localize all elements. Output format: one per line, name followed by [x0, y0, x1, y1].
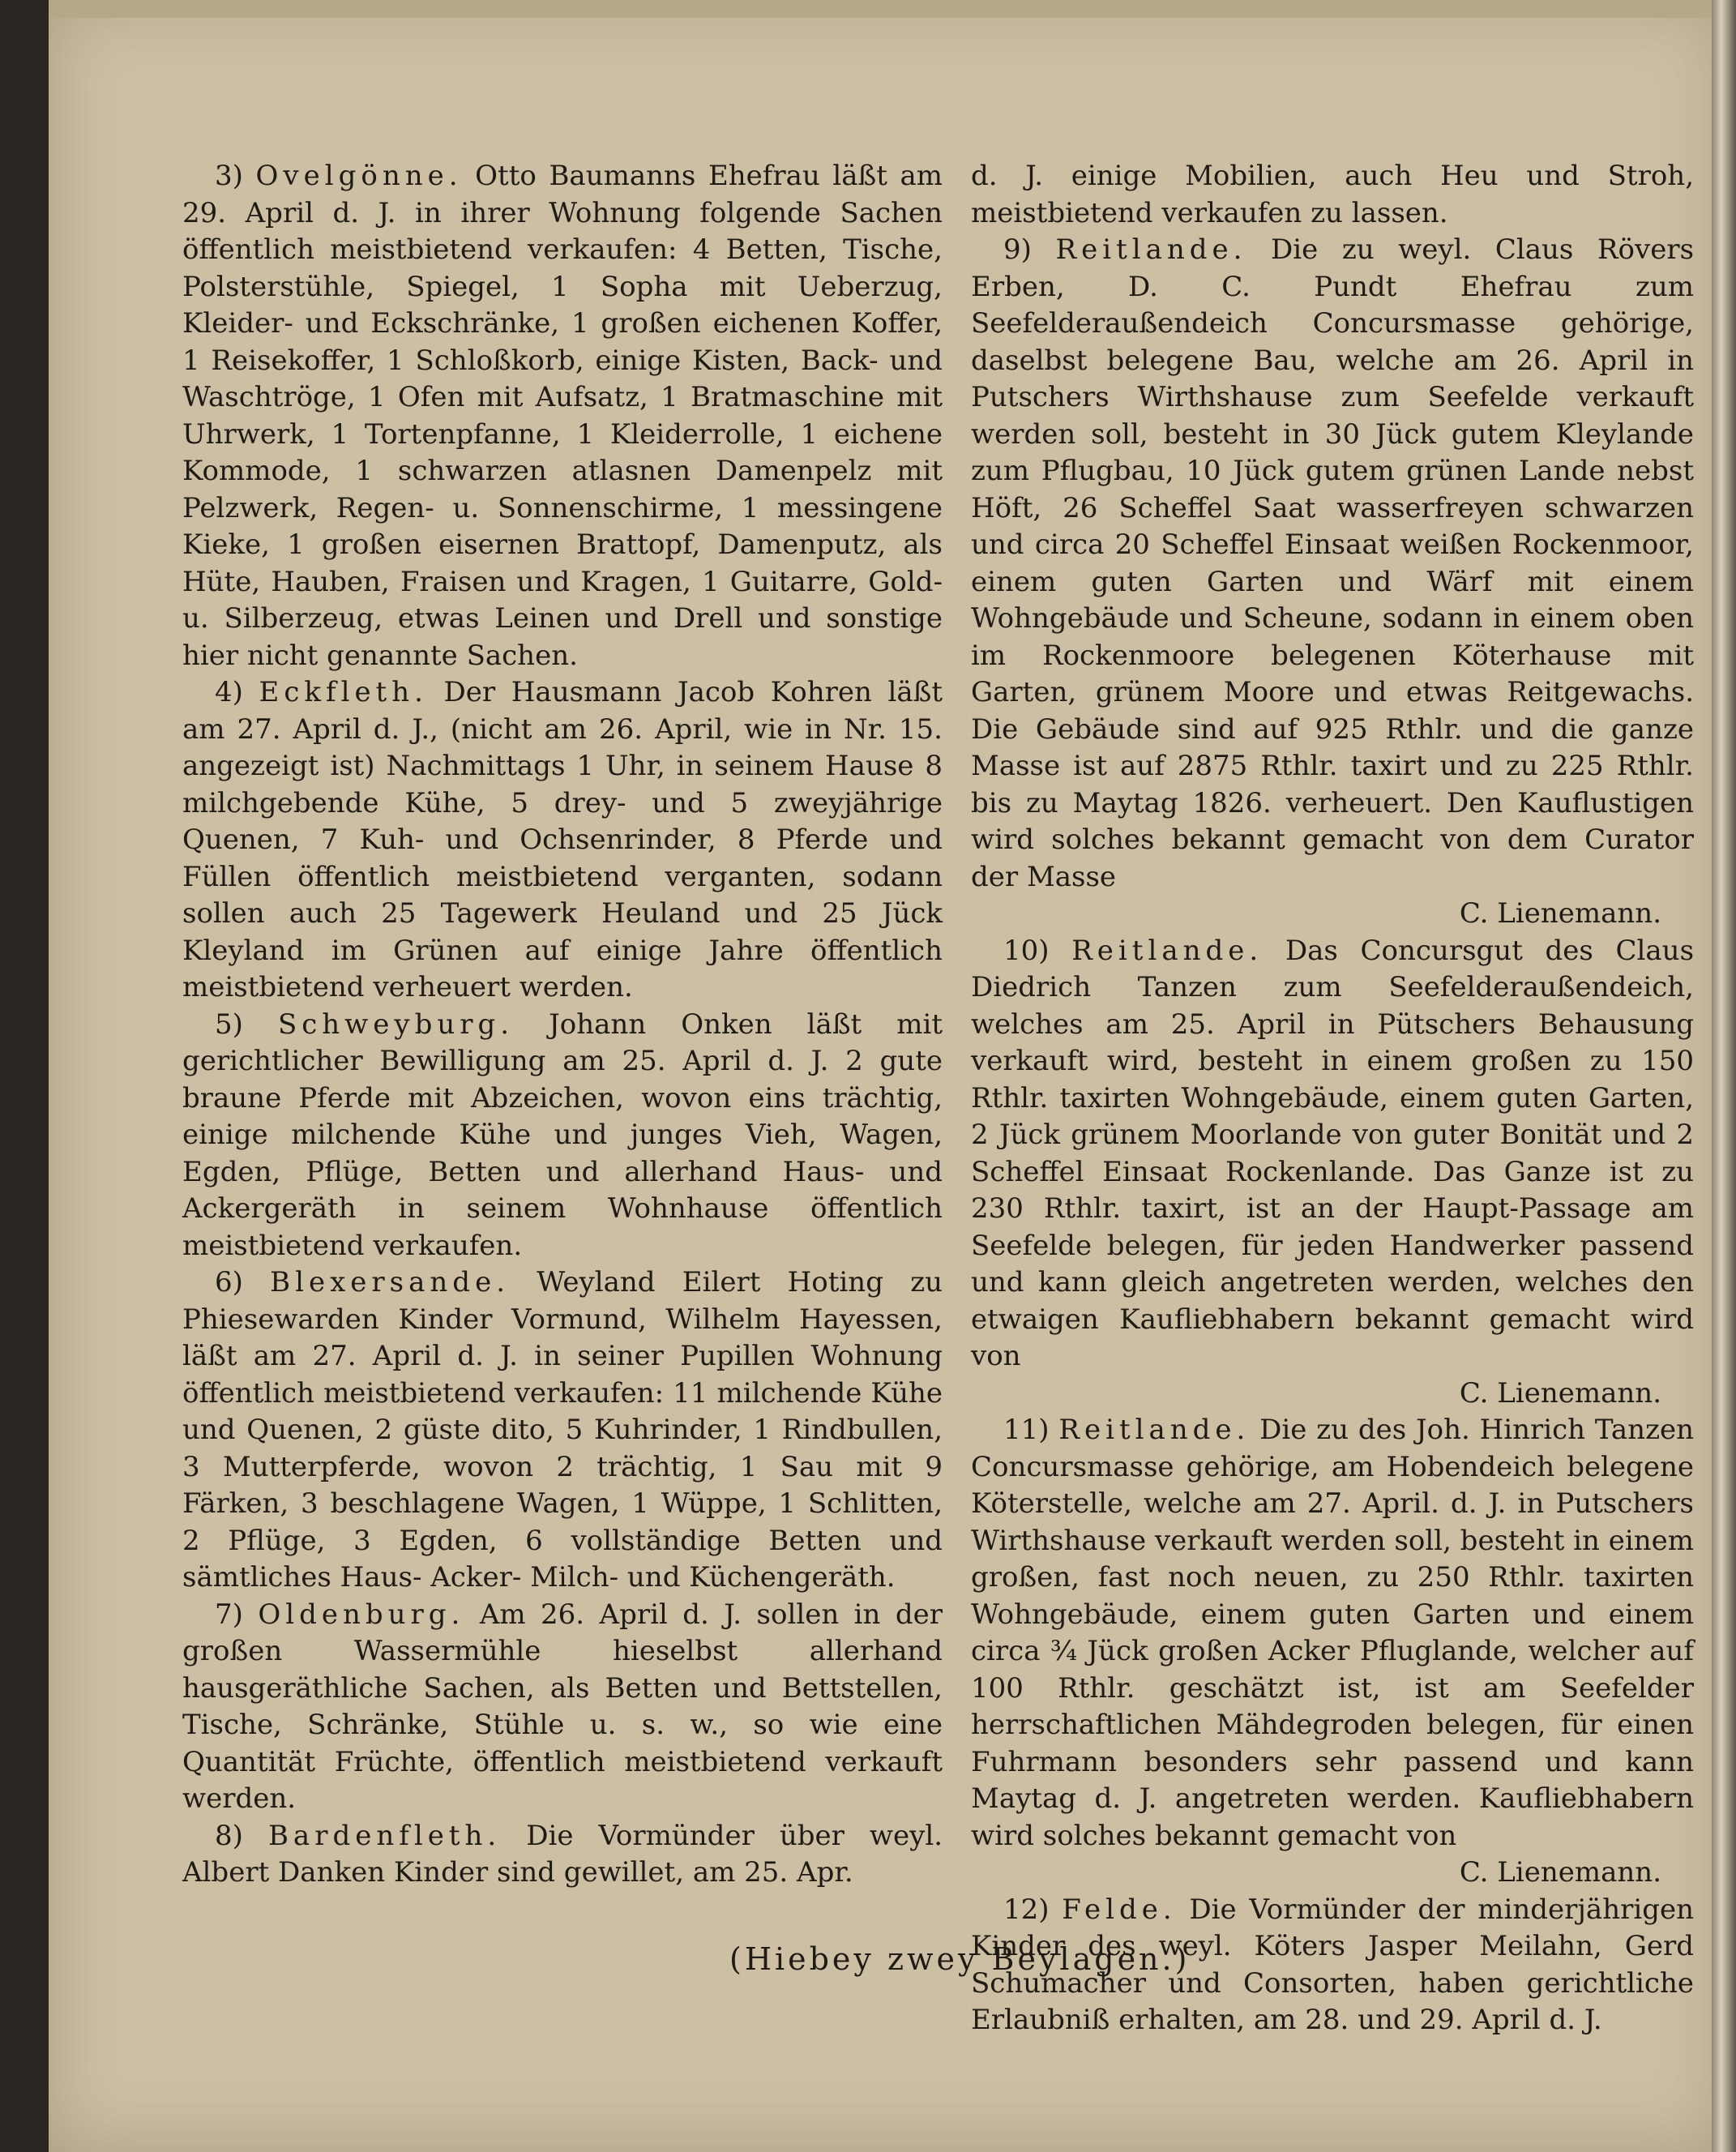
notice-6: 6) Blexersande. Weyland Eilert Hoting zu Phiesewarden Kinder Vormund, Wilhelm Hayessen, läßt am 27. April d. J. in seiner Pupillen Wohnung öffentlich meistbietend verkaufen: 11 milchende Kühe und Quenen, 2 güste dito, 5 Kuhrinder, 1 Rindbullen, 3 Mutterpferde, wovon 2 trächtig, 1 Sau mit 9 Färken, 3 beschlagene Wagen, 1 Wüppe, 1 Schlitten, 2 Pflüge, 3 Egden, 6 vollständige Betten und sämtliches Haus- Acker- Milch- und Küchengeräth.	[182, 1266, 943, 1594]
notice-5: 5) Schweyburg. Johann Onken läßt mit gerichtlicher Bewilligung am 25. April d. J. 2 gute braune Pferde mit Abzeichen, wovon eins trächtig, einige milchende Kühe und junges Vieh, Wagen, Egden, Pflüge, Betten und allerhand Haus- und Ackergeräth in seinem Wohnhause öffentlich meistbietend verkaufen.	[182, 1008, 943, 1262]
notice-4: 4) Eckfleth. Der Hausmann Jacob Kohren läßt am 27. April d. J., (nicht am 26. April, wie in Nr. 15. angezeigt ist) Nachmittags 1 Uhr, in seinem Hause 8 milchgebende Kühe, 5 drey- und 5 zweyjährige Quenen, 7 Kuh- und Ochsenrinder, 8 Pferde und Füllen öffentlich meistbietend verganten, sodann sollen auch 25 Tagewerk Heuland und 25 Jück Kleyland im Grünen auf einige Jahre öffentlich meistbietend verheuert werden.	[182, 676, 943, 1003]
left-column	[182, 158, 943, 1892]
notice-11-signature: C. Lienemann.	[1459, 1856, 1661, 1889]
notice-8: 8) Bardenfleth. Die Vormünder über weyl. Albert Danken Kinder sind gewillet, am 25. Apr.	[182, 1819, 943, 1889]
notice-10: 10) Reitlande. Das Concursgut des Claus Diedrich Tanzen zum Seefelderaußendeich, welches am 25. April in Pütschers Behausung verkauft wird, besteht in einem großen zu 150 Rthlr. taxirten Wohngebäude, einem guten Garten, 2 Jück grünem Moorlande von guter Bonität und 2 Scheffel Einsaat Rockenlande. Das Ganze ist zu 230 Rthlr. taxirt, ist an der Haupt-Passage am Seefelde belegen, für jeden Handwerker passend und kann gleich angetreten werden, welches den etwaigen Kaufliebhabern bekannt gemacht wird von	[971, 934, 1695, 1372]
notice-7: 7) Oldenburg. Am 26. April d. J. sollen in der großen Wassermühle hieselbst allerhand hausgeräthliche Sachen, als Betten und Bettstellen, Tische, Schränke, Stühle u. s. w., so wie eine Quantität Früchte, öffentlich meistbietend verkauft werden.	[182, 1598, 943, 1815]
page-footer-note: (Hiebey zwey Beylagen.)	[729, 1941, 1191, 1977]
right-column	[971, 158, 1694, 2039]
page-binding	[1712, 0, 1736, 2152]
notice-12: 12) Felde. Die Vormünder der minderjährigen Kinder des weyl. Köters Jasper Meilahn, Gerd Schumacher und Consorten, haben gerichtliche Erlaubniß erhalten, am 28. und 29. April d. J.	[971, 1893, 1695, 2036]
notice-3: 3) Ovelgönne. Otto Baumanns Ehefrau läßt am 29. April d. J. in ihrer Wohnung folgende Sachen öffentlich meistbietend verkaufen: 4 Betten, Tische, Polsterstühle, Spiegel, 1 Sopha mit Ueberzug, Kleider- und Eckschränke, 1 großen eichenen Koffer, 1 Reisekoffer, 1 Schloßkorb, einige Kisten, Back- und Waschtröge, 1 Ofen mit Aufsatz, 1 Bratmaschine mit Uhrwerk, 1 Tortenpfanne, 1 Kleiderrolle, 1 eichene Kommode, 1 schwarzen atlasnen Damenpelz mit Pelzwerk, Regen- u. Sonnenschirme, 1 messingene Kieke, 1 großen eisernen Brattopf, Damenputz, als Hüte, Hauben, Fraisen und Kragen, 1 Guitarre, Gold- u. Silberzeug, etwas Leinen und Drell und sonstige hier nicht genannte Sachen.	[182, 160, 943, 672]
notice-8-continued: d. J. einige Mobilien, auch Heu und Stroh, meistbietend verkaufen zu lassen.	[971, 160, 1694, 229]
notice-10-signature: C. Lienemann.	[1459, 1376, 1661, 1410]
notice-9-signature: C. Lienemann.	[1459, 897, 1661, 930]
notice-9: 9) Reitlande. Die zu weyl. Claus Rövers Erben, D. C. Pundt Ehefrau zum Seefelderaußendeich Concursmasse gehörige, daselbst belegene Bau, welche am 26. April in Putschers Wirthshause zum Seefelde verkauft werden soll, besteht in 30 Jück gutem Kleylande zum Pflugbau, 10 Jück gutem grünen Lande nebst Höft, 26 Scheffel Saat wasserfreyen schwarzen und circa 20 Scheffel Einsaat weißen Rockenmoor, einem guten Garten und Wärf mit einem Wohngebäude und Scheune, sodann in einem oben im Rockenmoore belegenen Köterhause mit Garten, grünem Moore und etwas Reitgewachs. Die Gebäude sind auf 925 Rthlr. und die ganze Masse ist auf 2875 Rthlr. taxirt und zu 225 Rthlr. bis zu Maytag 1826. verheuert. Den Kauflustigen wird solches bekannt gemacht von dem Curator der Masse	[971, 233, 1695, 893]
page-top-edge	[49, 0, 1726, 18]
notice-11: 11) Reitlande. Die zu des Joh. Hinrich Tanzen Concursmasse gehörige, am Hobendeich belegene Köterstelle, welche am 27. April. d. J. in Putschers Wirthshause verkauft werden soll, besteht in einem großen, fast noch neuen, zu 250 Rthlr. taxirten Wohngebäude, einem guten Garten und einem circa ¾ Jück großen Acker Pfluglande, welcher auf 100 Rthlr. geschätzt ist, ist am Seefelder herrschaftlichen Mähdegroden belegen, für einen Fuhrmann besonders sehr passend und kann Maytag d. J. angetreten werden. Kaufliebhabern wird solches bekannt gemacht von	[971, 1414, 1695, 1852]
